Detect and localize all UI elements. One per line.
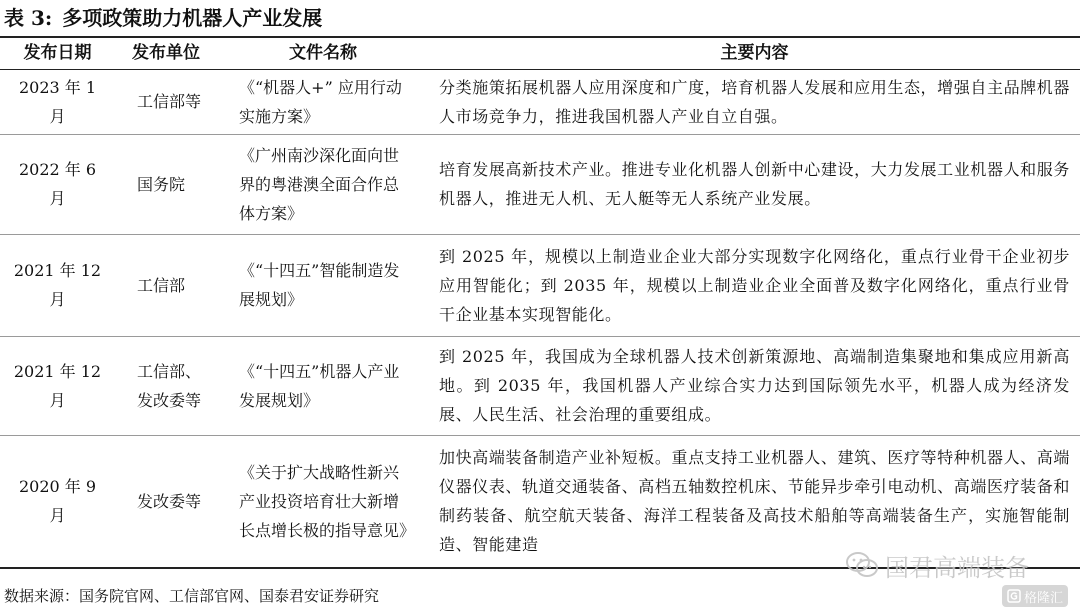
- watermark-text: 国君高端装备: [885, 553, 1029, 582]
- cell-doc: 《“机器人+” 应用行动实施方案》: [217, 69, 429, 134]
- table-row: [0, 435, 1080, 568]
- cell-date: 2021 年 12 月: [0, 336, 115, 435]
- table-title-text: 多项政策助力机器人产业发展: [62, 6, 323, 30]
- cell-content: 分类施策拓展机器人应用深度和广度，培育机器人发展和应用生态，增强自主品牌机器人市场竞争力，推进我国机器人产业自立自强。: [429, 69, 1080, 134]
- cell-content: 培育发展高新技术产业。推进专业化机器人创新中心建设，大力发展工业机器人和服务机器人，推进无人机、无人艇等无人系统产业发展。: [429, 134, 1080, 234]
- cell-doc: 《“十四五”机器人产业发展规划》: [217, 336, 429, 435]
- table-row: [0, 69, 1080, 134]
- cell-doc: 《关于扩大战略性新兴产业投资培育壮大新增长点增长极的指导意见》: [217, 435, 429, 568]
- cell-doc: 《广州南沙深化面向世界的粤港澳全面合作总体方案》: [217, 134, 429, 234]
- cell-doc: 《“十四五”智能制造发展规划》: [217, 234, 429, 336]
- header-content: 主要内容: [429, 37, 1080, 69]
- data-source-note: 数据来源：国务院官网、工信部官网、国泰君安证券研究: [4, 587, 380, 605]
- table-header-row: [0, 37, 1080, 69]
- cell-date: 2020 年 9 月: [0, 435, 115, 568]
- table-row: [0, 134, 1080, 234]
- cell-content: 加快高端装备制造产业补短板。重点支持工业机器人、建筑、医疗等特种机器人、高端仪器仪表、轨道交通装备、高档五轴数控机床、节能异步牵引电动机、高端医疗装备和制药装备、航空航天装备、海洋工程装备及高技术船舶等高端装备生产，实施智能制造、智能建造: [429, 435, 1080, 568]
- cell-date: 2023 年 1 月: [0, 69, 115, 134]
- table-title: [4, 3, 322, 33]
- cell-content: 到 2025 年，规模以上制造业企业大部分实现数字化网络化，重点行业骨干企业初步应用智能化；到 2035 年，规模以上制造业企业全面普及数字化网络化，重点行业骨干企业基本实现智能化。: [429, 234, 1080, 336]
- table-row: [0, 336, 1080, 435]
- cell-unit: 工信部: [115, 234, 217, 336]
- cell-date: 2021 年 12 月: [0, 234, 115, 336]
- cell-unit: 工信部、发改委等: [115, 336, 217, 435]
- header-doc: 文件名称: [217, 37, 429, 69]
- table-row: [0, 234, 1080, 336]
- badge-text: 格隆汇: [1024, 590, 1064, 606]
- cell-content: 到 2025 年，我国成为全球机器人技术创新策源地、高端制造集聚地和集成应用新高地。到 2035 年，我国机器人产业综合实力达到国际领先水平，机器人成为经济发展、人民生活、社会治理的重要组成。: [429, 336, 1080, 435]
- cell-unit: 国务院: [115, 134, 217, 234]
- source-badge: [1002, 585, 1068, 607]
- header-date: 发布日期: [0, 37, 115, 69]
- g-logo-icon: [1007, 589, 1021, 603]
- cell-unit: 发改委等: [115, 435, 217, 568]
- cell-date: 2022 年 6 月: [0, 134, 115, 234]
- table-number: 表 3:: [4, 6, 53, 30]
- header-unit: 发布单位: [115, 37, 217, 69]
- policy-table: [0, 36, 1080, 569]
- cell-unit: 工信部等: [115, 69, 217, 134]
